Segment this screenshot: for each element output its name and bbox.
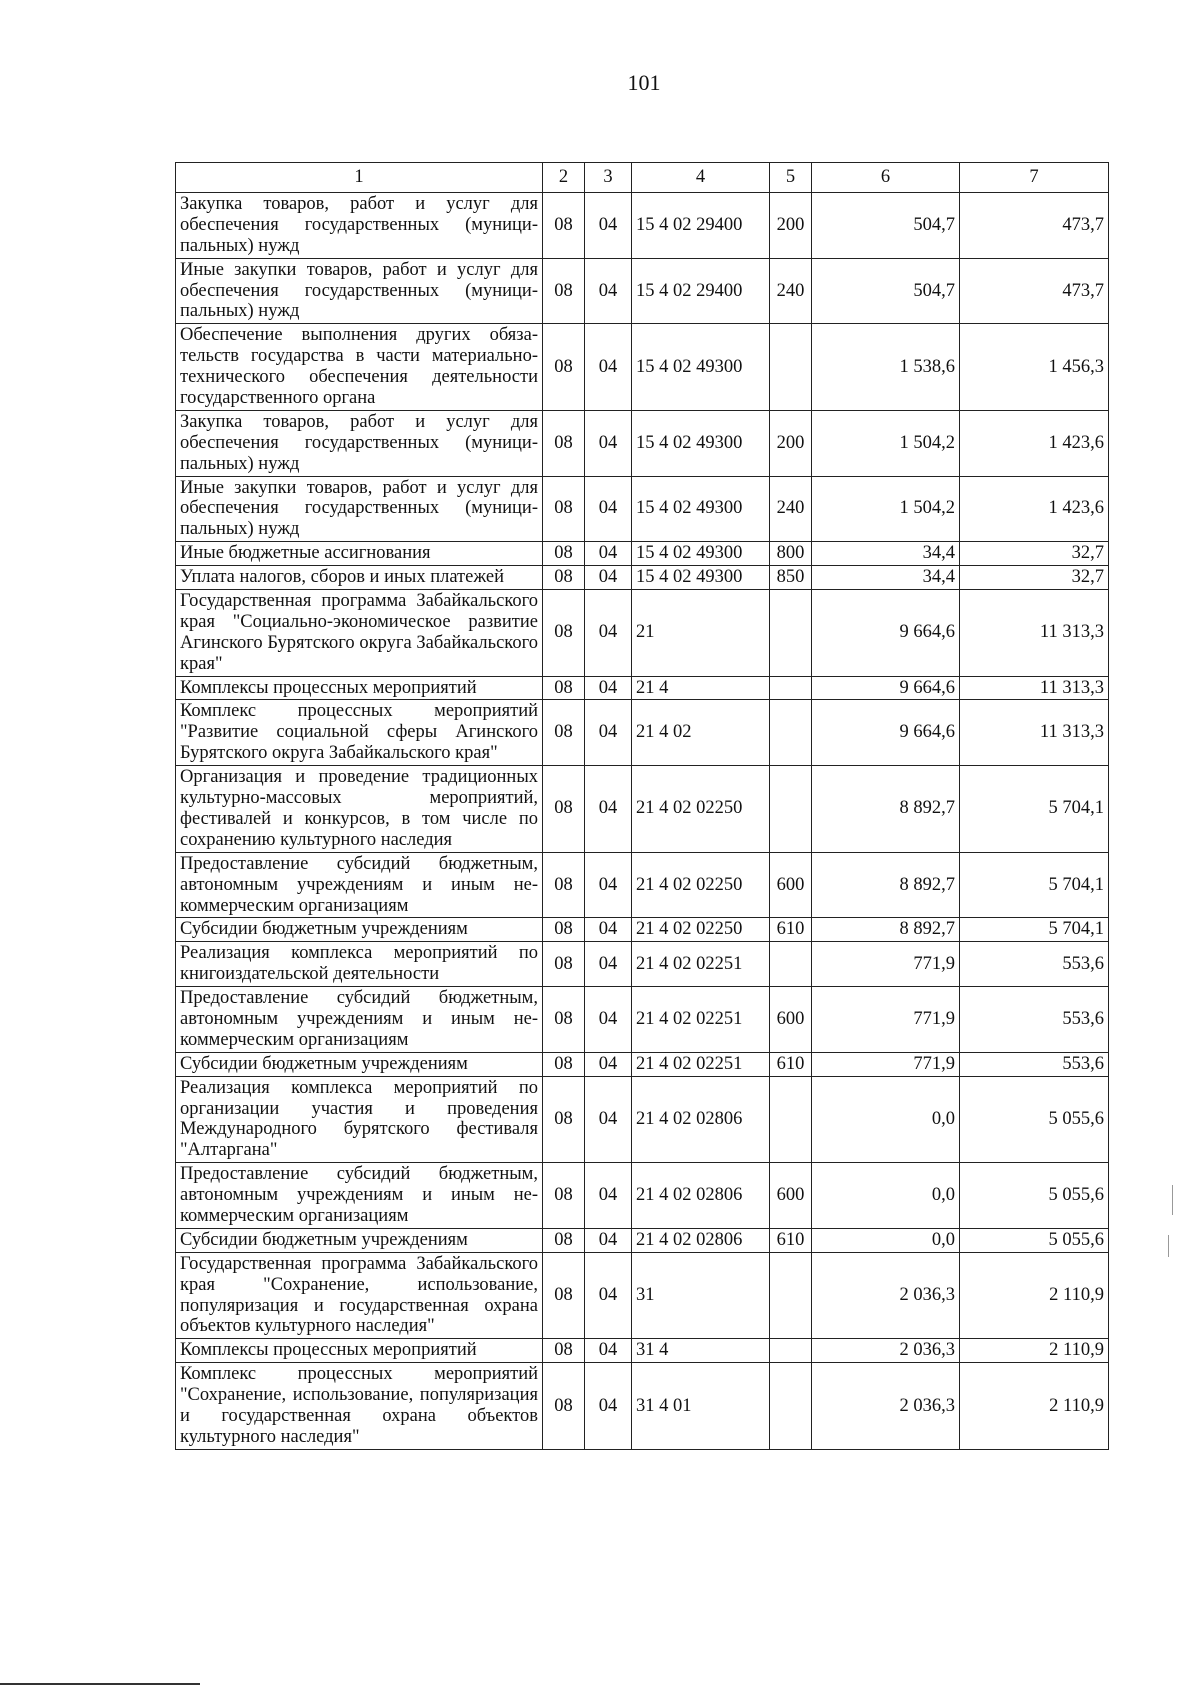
- cell-subsection: 04: [585, 987, 632, 1053]
- table-row: [176, 1076, 1109, 1163]
- table-row: [176, 676, 1109, 700]
- table-row: [176, 766, 1109, 853]
- cell-expense-type: 240: [770, 258, 812, 324]
- cell-expense-type: 610: [770, 918, 812, 942]
- cell-amount-col7: 473,7: [960, 258, 1109, 324]
- cell-target-code: 21 4 02 02806: [632, 1228, 770, 1252]
- cell-target-code: 21 4 02 02806: [632, 1076, 770, 1163]
- cell-subsection: 04: [585, 1339, 632, 1363]
- table-row: [176, 852, 1109, 918]
- cell-expense-type: 600: [770, 987, 812, 1053]
- cell-expense-type: [770, 942, 812, 987]
- cell-target-code: 15 4 02 49300: [632, 324, 770, 411]
- cell-subsection: 04: [585, 1252, 632, 1339]
- table-row: [176, 590, 1109, 677]
- cell-section: 08: [543, 193, 585, 259]
- cell-subsection: 04: [585, 1363, 632, 1450]
- cell-amount-col7: 553,6: [960, 987, 1109, 1053]
- table-row: [176, 1228, 1109, 1252]
- table-row: [176, 542, 1109, 566]
- cell-target-code: 21 4 02 02250: [632, 918, 770, 942]
- cell-amount-col7: 5 055,6: [960, 1228, 1109, 1252]
- cell-amount-col6: 771,9: [812, 942, 960, 987]
- cell-subsection: 04: [585, 918, 632, 942]
- cell-expense-type: 600: [770, 852, 812, 918]
- cell-name: Закупка товаров, работ и услуг для обеспечения государственных (муниципальных) нужд: [176, 410, 543, 476]
- cell-target-code: 21 4 02 02250: [632, 852, 770, 918]
- table-row: [176, 566, 1109, 590]
- cell-name: Субсидии бюджетным учреждениям: [176, 1228, 543, 1252]
- cell-amount-col6: 1 504,2: [812, 476, 960, 542]
- cell-name: Субсидии бюджетным учреждениям: [176, 1052, 543, 1076]
- cell-amount-col6: 2 036,3: [812, 1363, 960, 1450]
- cell-amount-col6: 1 538,6: [812, 324, 960, 411]
- cell-expense-type: [770, 1363, 812, 1450]
- cell-section: 08: [543, 766, 585, 853]
- cell-section: 08: [543, 1076, 585, 1163]
- cell-section: 08: [543, 1228, 585, 1252]
- cell-amount-col6: 8 892,7: [812, 766, 960, 853]
- cell-section: 08: [543, 987, 585, 1053]
- cell-section: 08: [543, 918, 585, 942]
- scan-edge-line: [0, 1683, 200, 1685]
- cell-amount-col7: 1 423,6: [960, 410, 1109, 476]
- cell-name: Предоставление субсидий бюджетным, автономным учреждениям и иным некоммерческим организациям: [176, 987, 543, 1053]
- cell-amount-col7: 5 055,6: [960, 1076, 1109, 1163]
- cell-target-code: 15 4 02 29400: [632, 193, 770, 259]
- cell-section: 08: [543, 852, 585, 918]
- cell-expense-type: 600: [770, 1163, 812, 1229]
- cell-amount-col7: 5 704,1: [960, 766, 1109, 853]
- table-row: [176, 918, 1109, 942]
- cell-section: 08: [543, 542, 585, 566]
- cell-amount-col7: 553,6: [960, 1052, 1109, 1076]
- cell-amount-col7: 2 110,9: [960, 1363, 1109, 1450]
- cell-subsection: 04: [585, 1163, 632, 1229]
- cell-name: Государственная программа Забайкальского края "Социально-экономическое развитие Агинского Бурятского округа Забайкальского края": [176, 590, 543, 677]
- table-row: [176, 700, 1109, 766]
- cell-amount-col6: 0,0: [812, 1076, 960, 1163]
- cell-name: Комплексы процессных мероприятий: [176, 1339, 543, 1363]
- cell-name: Иные закупки товаров, работ и услуг для обеспечения государственных (муниципальных) нужд: [176, 258, 543, 324]
- cell-target-code: 15 4 02 49300: [632, 566, 770, 590]
- cell-amount-col6: 504,7: [812, 193, 960, 259]
- cell-target-code: 21 4 02 02806: [632, 1163, 770, 1229]
- cell-expense-type: [770, 324, 812, 411]
- cell-name: Комплексы процессных мероприятий: [176, 676, 543, 700]
- cell-expense-type: 200: [770, 410, 812, 476]
- cell-amount-col7: 1 423,6: [960, 476, 1109, 542]
- table-row: [176, 987, 1109, 1053]
- cell-amount-col6: 8 892,7: [812, 918, 960, 942]
- cell-name: Реализация комплекса мероприятий по организации участия и проведения Международного бурятского фестиваля "Алтаргана": [176, 1076, 543, 1163]
- header-cell: 7: [960, 163, 1109, 193]
- header-cell: 3: [585, 163, 632, 193]
- cell-expense-type: [770, 590, 812, 677]
- cell-subsection: 04: [585, 676, 632, 700]
- cell-subsection: 04: [585, 590, 632, 677]
- cell-expense-type: 610: [770, 1228, 812, 1252]
- table-row: [176, 410, 1109, 476]
- cell-name: Предоставление субсидий бюджетным, автономным учреждениям и иным некоммерческим организациям: [176, 852, 543, 918]
- table-row: [176, 1339, 1109, 1363]
- cell-amount-col6: 0,0: [812, 1163, 960, 1229]
- table-row: [176, 1163, 1109, 1229]
- cell-expense-type: [770, 1339, 812, 1363]
- cell-target-code: 15 4 02 49300: [632, 542, 770, 566]
- cell-amount-col7: 11 313,3: [960, 700, 1109, 766]
- cell-section: 08: [543, 566, 585, 590]
- table-row: [176, 324, 1109, 411]
- cell-subsection: 04: [585, 410, 632, 476]
- cell-section: 08: [543, 476, 585, 542]
- cell-target-code: 21 4 02 02251: [632, 942, 770, 987]
- cell-amount-col7: 553,6: [960, 942, 1109, 987]
- cell-amount-col7: 32,7: [960, 566, 1109, 590]
- cell-expense-type: 610: [770, 1052, 812, 1076]
- cell-section: 08: [543, 1363, 585, 1450]
- scan-mark: [1168, 1235, 1169, 1257]
- cell-expense-type: 800: [770, 542, 812, 566]
- cell-expense-type: [770, 700, 812, 766]
- cell-amount-col7: 32,7: [960, 542, 1109, 566]
- table-row: [176, 1252, 1109, 1339]
- cell-subsection: 04: [585, 324, 632, 411]
- cell-amount-col7: 2 110,9: [960, 1339, 1109, 1363]
- cell-section: 08: [543, 1052, 585, 1076]
- cell-subsection: 04: [585, 766, 632, 853]
- cell-amount-col6: 2 036,3: [812, 1252, 960, 1339]
- cell-amount-col6: 9 664,6: [812, 590, 960, 677]
- cell-target-code: 31 4: [632, 1339, 770, 1363]
- cell-amount-col7: 1 456,3: [960, 324, 1109, 411]
- header-row: [176, 163, 1109, 193]
- cell-expense-type: [770, 1252, 812, 1339]
- cell-section: 08: [543, 1339, 585, 1363]
- cell-amount-col6: 771,9: [812, 987, 960, 1053]
- cell-section: 08: [543, 1252, 585, 1339]
- cell-amount-col7: 473,7: [960, 193, 1109, 259]
- cell-subsection: 04: [585, 1076, 632, 1163]
- cell-target-code: 15 4 02 49300: [632, 476, 770, 542]
- header-cell: 4: [632, 163, 770, 193]
- cell-target-code: 15 4 02 29400: [632, 258, 770, 324]
- cell-expense-type: 850: [770, 566, 812, 590]
- cell-name: Обеспечение выполнения других обязательств государства в части материально-технического обеспечения деятельности государственного органа: [176, 324, 543, 411]
- cell-amount-col7: 5 704,1: [960, 852, 1109, 918]
- cell-target-code: 21 4 02 02251: [632, 1052, 770, 1076]
- cell-subsection: 04: [585, 942, 632, 987]
- cell-section: 08: [543, 258, 585, 324]
- cell-subsection: 04: [585, 852, 632, 918]
- cell-section: 08: [543, 676, 585, 700]
- cell-amount-col6: 2 036,3: [812, 1339, 960, 1363]
- header-cell: 2: [543, 163, 585, 193]
- cell-name: Организация и проведение традиционных культурно-массовых мероприятий, фестивалей и конкурсов, в том числе по сохранению культурного наследия: [176, 766, 543, 853]
- cell-subsection: 04: [585, 476, 632, 542]
- table-row: [176, 258, 1109, 324]
- table-row: [176, 193, 1109, 259]
- cell-name: Иные закупки товаров, работ и услуг для обеспечения государственных (муниципальных) нужд: [176, 476, 543, 542]
- cell-target-code: 15 4 02 49300: [632, 410, 770, 476]
- cell-name: Субсидии бюджетным учреждениям: [176, 918, 543, 942]
- cell-name: Государственная программа Забайкальского края "Сохранение, использование, популяризация и государственная охрана объектов культурного наследия": [176, 1252, 543, 1339]
- cell-target-code: 31 4 01: [632, 1363, 770, 1450]
- budget-table: [175, 162, 1109, 1450]
- cell-target-code: 21 4 02: [632, 700, 770, 766]
- cell-amount-col6: 9 664,6: [812, 700, 960, 766]
- cell-expense-type: 200: [770, 193, 812, 259]
- cell-name: Комплекс процессных мероприятий "Развитие социальной сферы Агинского Бурятского округа Забайкальского края": [176, 700, 543, 766]
- cell-expense-type: 240: [770, 476, 812, 542]
- cell-target-code: 31: [632, 1252, 770, 1339]
- cell-amount-col7: 5 704,1: [960, 918, 1109, 942]
- page-number: 101: [627, 70, 661, 95]
- cell-amount-col6: 34,4: [812, 566, 960, 590]
- cell-amount-col7: 5 055,6: [960, 1163, 1109, 1229]
- cell-name: Комплекс процессных мероприятий "Сохранение, использование, популяризация и государственная охрана объектов культурного наследия": [176, 1363, 543, 1450]
- cell-amount-col6: 0,0: [812, 1228, 960, 1252]
- header-cell: 1: [176, 163, 543, 193]
- cell-amount-col6: 34,4: [812, 542, 960, 566]
- cell-expense-type: [770, 766, 812, 853]
- cell-subsection: 04: [585, 193, 632, 259]
- cell-name: Иные бюджетные ассигнования: [176, 542, 543, 566]
- cell-amount-col6: 504,7: [812, 258, 960, 324]
- cell-subsection: 04: [585, 542, 632, 566]
- table-row: [176, 942, 1109, 987]
- cell-target-code: 21 4 02 02250: [632, 766, 770, 853]
- cell-amount-col6: 9 664,6: [812, 676, 960, 700]
- cell-amount-col6: 1 504,2: [812, 410, 960, 476]
- cell-section: 08: [543, 324, 585, 411]
- cell-target-code: 21 4: [632, 676, 770, 700]
- cell-name: Предоставление субсидий бюджетным, автономным учреждениям и иным некоммерческим организациям: [176, 1163, 543, 1229]
- cell-amount-col7: 2 110,9: [960, 1252, 1109, 1339]
- cell-section: 08: [543, 942, 585, 987]
- cell-subsection: 04: [585, 1228, 632, 1252]
- table-row: [176, 1363, 1109, 1450]
- cell-section: 08: [543, 410, 585, 476]
- cell-name: Закупка товаров, работ и услуг для обеспечения государственных (муниципальных) нужд: [176, 193, 543, 259]
- cell-expense-type: [770, 1076, 812, 1163]
- cell-section: 08: [543, 700, 585, 766]
- cell-target-code: 21: [632, 590, 770, 677]
- cell-amount-col7: 11 313,3: [960, 676, 1109, 700]
- cell-name: Реализация комплекса мероприятий по книгоиздательской деятельности: [176, 942, 543, 987]
- cell-subsection: 04: [585, 700, 632, 766]
- cell-section: 08: [543, 1163, 585, 1229]
- cell-amount-col7: 11 313,3: [960, 590, 1109, 677]
- cell-expense-type: [770, 676, 812, 700]
- table-row: [176, 1052, 1109, 1076]
- header-cell: 6: [812, 163, 960, 193]
- cell-subsection: 04: [585, 566, 632, 590]
- scan-mark: [1172, 1185, 1173, 1215]
- cell-amount-col6: 771,9: [812, 1052, 960, 1076]
- cell-subsection: 04: [585, 258, 632, 324]
- cell-name: Уплата налогов, сборов и иных платежей: [176, 566, 543, 590]
- table-row: [176, 476, 1109, 542]
- cell-section: 08: [543, 590, 585, 677]
- header-cell: 5: [770, 163, 812, 193]
- cell-subsection: 04: [585, 1052, 632, 1076]
- cell-target-code: 21 4 02 02251: [632, 987, 770, 1053]
- cell-amount-col6: 8 892,7: [812, 852, 960, 918]
